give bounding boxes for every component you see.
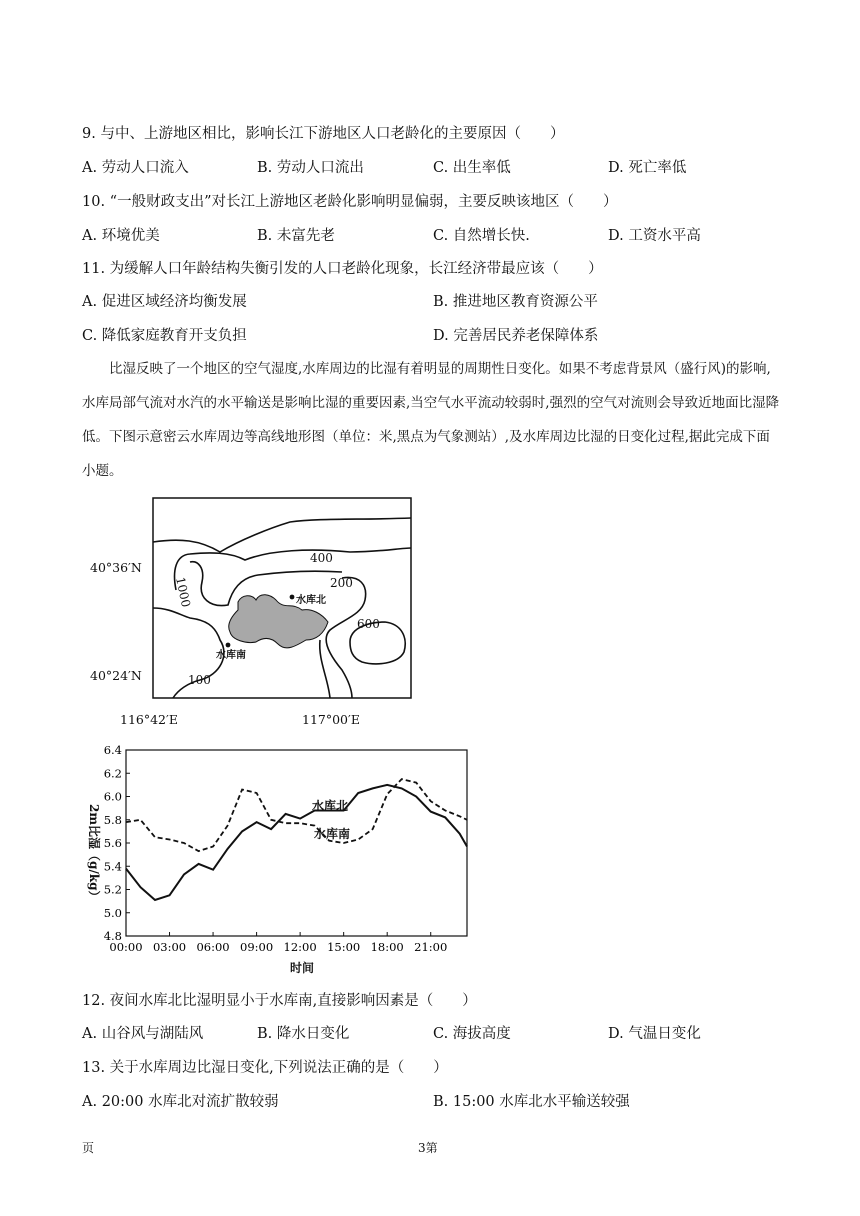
question-13-stem: 13. 关于水库周边比湿日变化,下列说法正确的是（ ）	[82, 1060, 448, 1076]
footer-left: 页	[82, 1141, 95, 1155]
contour-label-200: 200	[330, 576, 353, 590]
question-10-option-a: A. 环境优美	[82, 228, 160, 244]
question-10-stem: 10. “一般财政支出”对长江上游地区老龄化影响明显偏弱，主要反映该地区（ ）	[82, 194, 618, 210]
series-label-south: 水库南	[314, 827, 351, 841]
contour-label-600: 600	[357, 617, 380, 631]
contour-label-1000: 1000	[173, 575, 194, 609]
y-tick-label: 5.8	[103, 812, 122, 827]
question-11-option-c: C. 降低家庭教育开支负担	[82, 328, 247, 344]
question-9-option-c: C. 出生率低	[433, 160, 511, 176]
y-tick-label: 5.0	[103, 905, 122, 920]
question-10-option-d: D. 工资水平高	[608, 228, 701, 244]
series-line-north	[126, 785, 467, 900]
y-tick-label: 6.2	[103, 766, 122, 781]
contour-400	[153, 518, 411, 552]
y-tick-label: 6.4	[103, 743, 122, 757]
x-tick-label: 21:00	[414, 940, 448, 954]
contour-1000	[175, 548, 411, 590]
question-12-option-a: A. 山谷风与湖陆风	[82, 1026, 204, 1042]
y-tick-label: 5.2	[103, 882, 122, 897]
lat-label-north: 40°36′N	[90, 560, 142, 575]
station-north-dot	[290, 595, 295, 600]
question-10-option-c: C. 自然增长快.	[433, 228, 530, 244]
question-12-option-d: D. 气温日变化	[608, 1026, 701, 1042]
y-tick-label: 5.4	[103, 859, 122, 874]
question-12-option-b: B. 降水日变化	[257, 1026, 350, 1042]
humidity-chart	[80, 742, 480, 982]
question-12-option-c: C. 海拔高度	[433, 1026, 511, 1042]
question-9-option-b: B. 劳动人口流出	[257, 160, 364, 176]
question-13-option-a: A. 20:00 水库北对流扩散较弱	[82, 1094, 279, 1110]
chart-plot-frame	[126, 750, 467, 936]
lon-label-west: 116°42′E	[120, 712, 178, 727]
x-tick-label: 09:00	[240, 940, 274, 954]
x-tick-label: 06:00	[196, 940, 230, 954]
question-9-option-a: A. 劳动人口流入	[82, 160, 189, 176]
question-11-option-a: A. 促进区域经济均衡发展	[82, 294, 247, 310]
x-tick-label: 00:00	[109, 940, 143, 954]
contour-map	[80, 490, 430, 735]
station-north-label: 水库北	[296, 595, 326, 606]
y-tick-label: 4.8	[103, 929, 122, 943]
question-9-option-d: D. 死亡率低	[608, 160, 687, 176]
station-south-dot	[226, 643, 231, 648]
lon-label-east: 117°00′E	[302, 712, 360, 727]
contour-label-100: 100	[188, 673, 211, 687]
passage	[82, 352, 782, 488]
lat-label-south: 40°24′N	[90, 668, 142, 683]
series-line-south	[126, 779, 467, 851]
question-12-stem: 12. 夜间水库北比湿明显小于水库南,直接影响因素是（ ）	[82, 993, 477, 1009]
chart-y-axis-label: 2m比湿（g/kg）	[87, 804, 101, 903]
question-10-option-b: B. 未富先老	[257, 228, 335, 244]
chart-x-axis-label: 时间	[290, 961, 315, 975]
question-11-option-b: B. 推进地区教育资源公平	[433, 294, 598, 310]
series-label-north: 水库北	[312, 799, 349, 813]
question-11-stem: 11. 为缓解人口年龄结构失衡引发的人口老龄化现象，长江经济带最应该（ ）	[82, 261, 603, 277]
footer-page-number: 3第	[418, 1141, 438, 1155]
question-13-option-b: B. 15:00 水库北水平输送较强	[433, 1094, 630, 1110]
question-11-option-d: D. 完善居民养老保障体系	[433, 328, 599, 344]
x-tick-label: 03:00	[152, 940, 187, 954]
x-tick-label: 18:00	[370, 940, 404, 954]
contour-200	[326, 577, 365, 698]
x-tick-label: 15:00	[327, 940, 361, 954]
y-tick-label: 5.6	[103, 836, 122, 850]
station-south-label: 水库南	[216, 650, 246, 661]
contour-label-400: 400	[310, 551, 333, 565]
x-tick-label: 12:00	[283, 940, 317, 954]
y-tick-label: 6.0	[103, 789, 122, 804]
question-9-stem: 9. 与中、上游地区相比，影响长江下游地区人口老龄化的主要原因（ ）	[82, 126, 565, 142]
passage-text: 比湿反映了一个地区的空气湿度,水库周边的比湿有着明显的周期性日变化。如果不考虑背景风（盛行风)的影响,水库局部气流对水汽的水平输送是影响比湿的重要因素,当空气水平流动较弱时,强烈的空气对流则会导致近地面比湿降低。下图示意密云水库周边等高线地形图（单位：米,黑点为气象测站）,及水库周边比湿的日变化过程,据此完成下面小题。	[82, 361, 780, 479]
